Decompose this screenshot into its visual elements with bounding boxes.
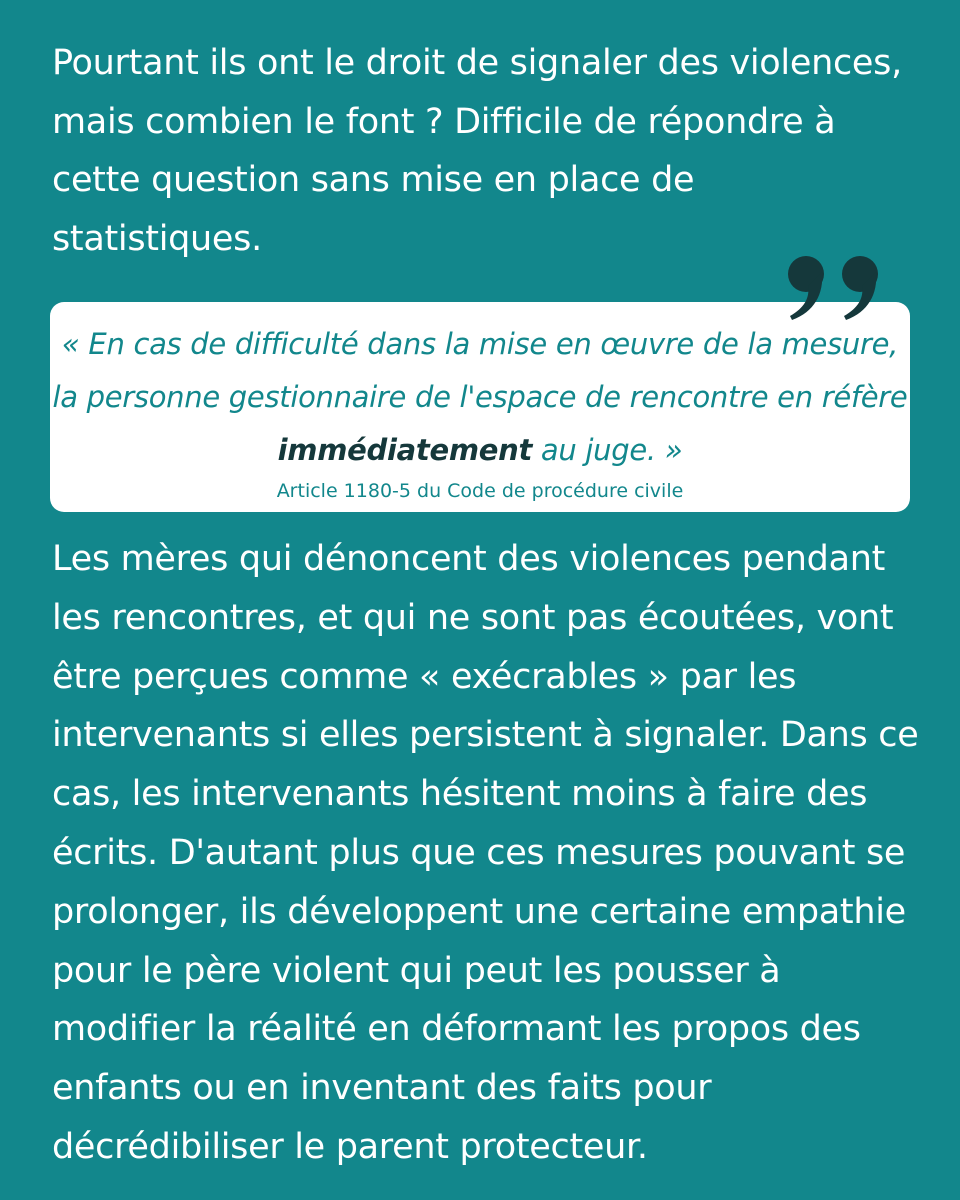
quote-emphasis: immédiatement <box>277 433 533 467</box>
intro-paragraph: Pourtant ils ont le droit de signaler des violences, mais combien le font ? Difficile de répondre à cette question sans mise en place de statistiques. <box>52 43 902 259</box>
quote-text <box>50 318 910 477</box>
body-paragraph: Les mères qui dénoncent des violences pendant les rencontres, et qui ne sont pas écoutées, vont être perçues comme « exécrables » par les intervenants si elles persistent à signaler. Dans ce cas, les intervenants hésitent moins à faire des écrits. D'autant plus que ces mesures pouvant se prolonger, ils développent une certaine empathie pour le père violent qui peut les pousser à modifier la réalité en déformant les propos des enfants ou en inventant des faits pour décrédibiliser le parent protecteur. <box>52 539 919 1167</box>
quote-mark-icon <box>784 250 890 322</box>
quote-source: Article 1180-5 du Code de procédure civile <box>276 480 684 502</box>
quote-text-after: au juge. » <box>532 433 683 467</box>
quote-text-before: « En cas de difficulté dans la mise en œuvre de la mesure, la personne gestionnaire de l'espace de rencontre en réfère <box>52 327 908 414</box>
quote-box <box>50 302 910 512</box>
